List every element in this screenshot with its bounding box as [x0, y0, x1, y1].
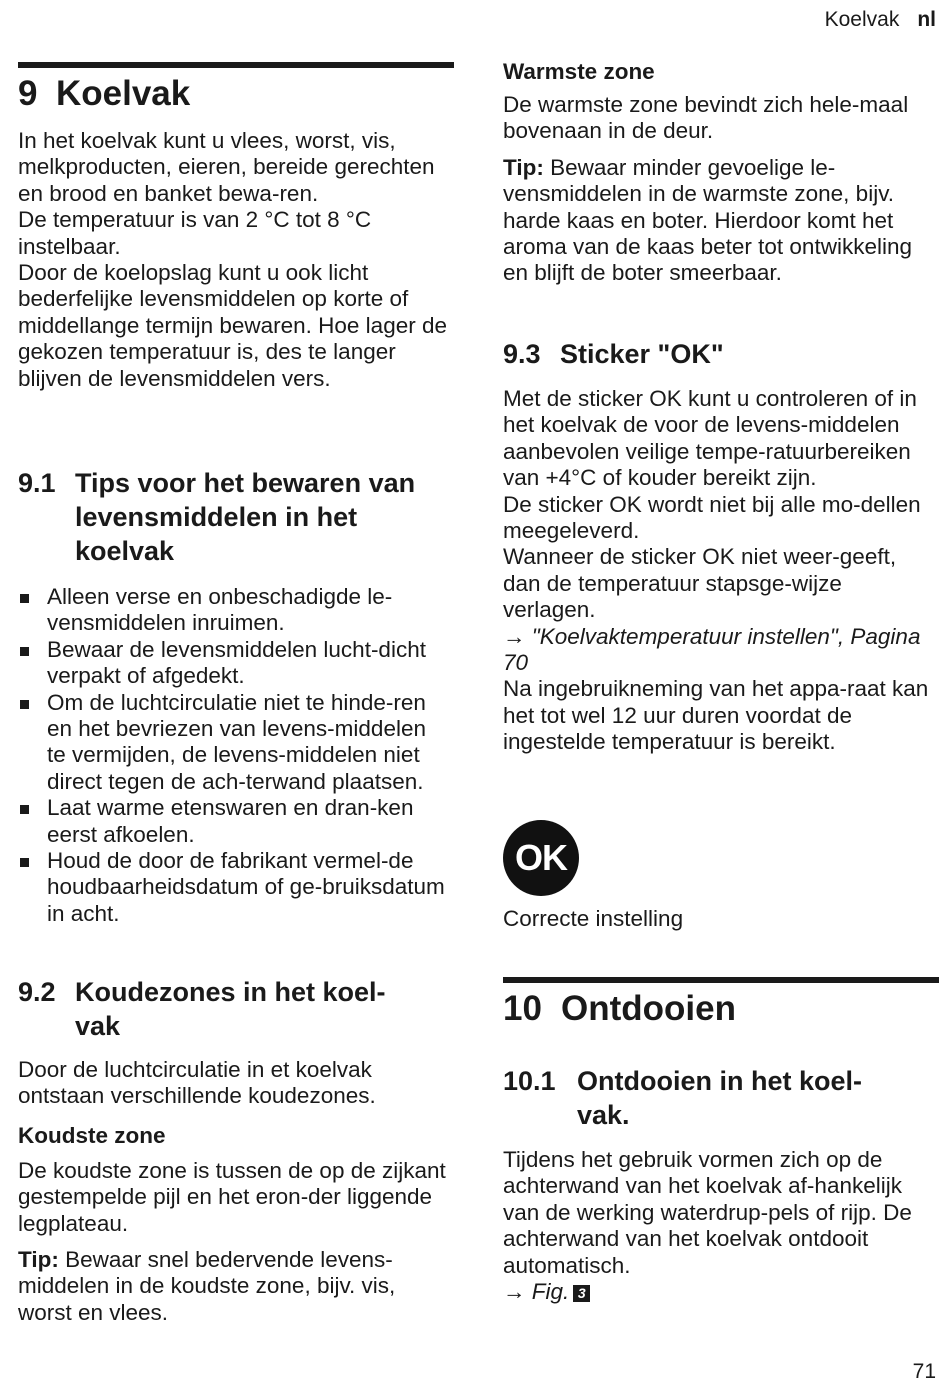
section-10-number: 10: [503, 989, 542, 1028]
list-item: Om de luchtcirculatie niet te hinde-ren en het bevriezen van levens-middelen te vermijden, de levens-middelen niet direct tegen de ach-terwand plaatsen.: [18, 690, 450, 796]
tips-list: [18, 584, 450, 927]
coldest-zone-heading: Koudste zone: [18, 1122, 166, 1148]
intro-paragraph: In het koelvak kunt u vlees, worst, vis, melkproducten, eieren, bereide gerechten en brood en banket bewa-ren.: [18, 128, 435, 206]
section-9-3-heading: [503, 337, 939, 371]
list-item: Alleen verse en onbeschadigde le-vensmiddelen inruimen.: [18, 584, 450, 637]
sticker-paragraph: Wanneer de sticker OK niet weer-geeft, dan de temperatuur stapsge-wijze verlagen.: [503, 544, 897, 623]
cross-reference-text: "Koelvaktemperatuur instellen", Pagina 70: [503, 623, 921, 676]
section-9-1-number: 9.1: [18, 468, 56, 498]
zones-intro: Door de luchtcirculatie in et koelvak ontstaan verschillende koudezones.: [18, 1057, 376, 1109]
section-10-1-number: 10.1: [503, 1066, 556, 1096]
sticker-paragraph: Na ingebruikneming van het appa-raat kan het tot wel 12 uur duren voordat de ingestelde temperatuur is bereikt.: [503, 676, 929, 755]
section-9-2-title: Koudezones in het koel-vak: [75, 977, 386, 1041]
section-9-2-number: 9.2: [18, 977, 56, 1007]
section-9-3-title: Sticker "OK": [560, 339, 724, 369]
figure-label: Fig.: [531, 1279, 570, 1305]
header-section: Koelvak: [824, 8, 900, 31]
ok-sticker-caption: Correcte instelling: [503, 906, 684, 931]
sticker-paragraph: Met de sticker OK kunt u controleren of in het koelvak de voor de levens-middelen aanbevolen veilige tempe-ratuurbereiken van +4°C of kouder bereikt zijn.: [503, 386, 917, 491]
section-9-2-heading: [18, 975, 454, 1043]
cross-reference[interactable]: [503, 624, 939, 677]
arrow-icon: →: [503, 623, 526, 649]
page-number: 71: [912, 1360, 936, 1383]
defrost-paragraph: Tijdens het gebruik vormen zich op de achterwand van het koelvak af-hankelijk van de werking waterdrup-pels of rijp. De achterwand van het koelvak ontdooit automatisch.: [503, 1147, 912, 1278]
section-10-heading: [503, 977, 939, 1029]
section-9-number: 9: [18, 74, 38, 113]
list-item: Bewaar de levensmiddelen lucht-dicht verpakt of afgedekt.: [18, 637, 450, 690]
warmest-zone-heading: Warmste zone: [503, 59, 655, 84]
running-header: [825, 8, 936, 32]
section-9-heading: [18, 62, 454, 114]
figure-reference[interactable]: [503, 1279, 935, 1305]
section-9-intro: [18, 128, 450, 392]
warmest-zone-text: De warmste zone bevindt zich hele-maal bovenaan in de deur.: [503, 92, 909, 144]
section-9-3-number: 9.3: [503, 339, 541, 369]
section-9-2-body: [18, 1057, 450, 1326]
warmest-zone-block: [503, 58, 935, 287]
header-lang: nl: [917, 8, 936, 31]
section-9-1-heading: [18, 466, 454, 568]
section-10-1-title: Ontdooien in het koel-vak.: [577, 1066, 862, 1130]
coldest-zone-text: De koudste zone is tussen de op de zijkant gestempelde pijl en het eron-der liggende legplateau.: [18, 1157, 446, 1236]
tip-label: Tip:: [503, 154, 544, 180]
section-9-title: Koelvak: [56, 74, 191, 113]
figure-number-badge: 3: [573, 1285, 590, 1302]
section-9-1-title: Tips voor het bewaren van levensmiddelen in het koelvak: [75, 468, 416, 566]
sticker-paragraph: De sticker OK wordt niet bij alle mo-dellen meegeleverd.: [503, 491, 921, 544]
tip-text: Bewaar snel bedervende levens-middelen in de koudste zone, bijv. vis, worst en vlees.: [18, 1247, 396, 1325]
section-9-3-body: [503, 386, 939, 756]
intro-paragraph: De temperatuur is van 2 °C tot 8 °C instelbaar.: [18, 207, 372, 259]
intro-paragraph: Door de koelopslag kunt u ook licht bederfelijke levensmiddelen op korte of middellange termijn bewaren. Hoe lager de gekozen temperatuur is, des te langer blijven de levensmiddelen vers.: [18, 260, 447, 391]
list-item: Laat warme etenswaren en dran-ken eerst afkoelen.: [18, 795, 450, 848]
section-10-1-heading: [503, 1064, 939, 1132]
section-10-1-body: [503, 1147, 935, 1305]
list-item: Houd de door de fabrikant vermel-de houdbaarheidsdatum of ge-bruiksdatum in acht.: [18, 848, 450, 927]
tip-text: Bewaar minder gevoelige le-vensmiddelen in de warmste zone, bijv. harde kaas en boter. Hierdoor komt het aroma van de kaas beter tot ontwikkeling en blijft de boter smeerbaar.: [503, 154, 912, 286]
ok-sticker-icon: OK: [503, 820, 579, 896]
arrow-icon: →: [503, 1279, 526, 1305]
tip-label: Tip:: [18, 1247, 59, 1273]
coldest-zone-tip: [18, 1247, 450, 1326]
section-10-title: Ontdooien: [561, 989, 736, 1028]
warmest-zone-tip: [503, 155, 935, 287]
